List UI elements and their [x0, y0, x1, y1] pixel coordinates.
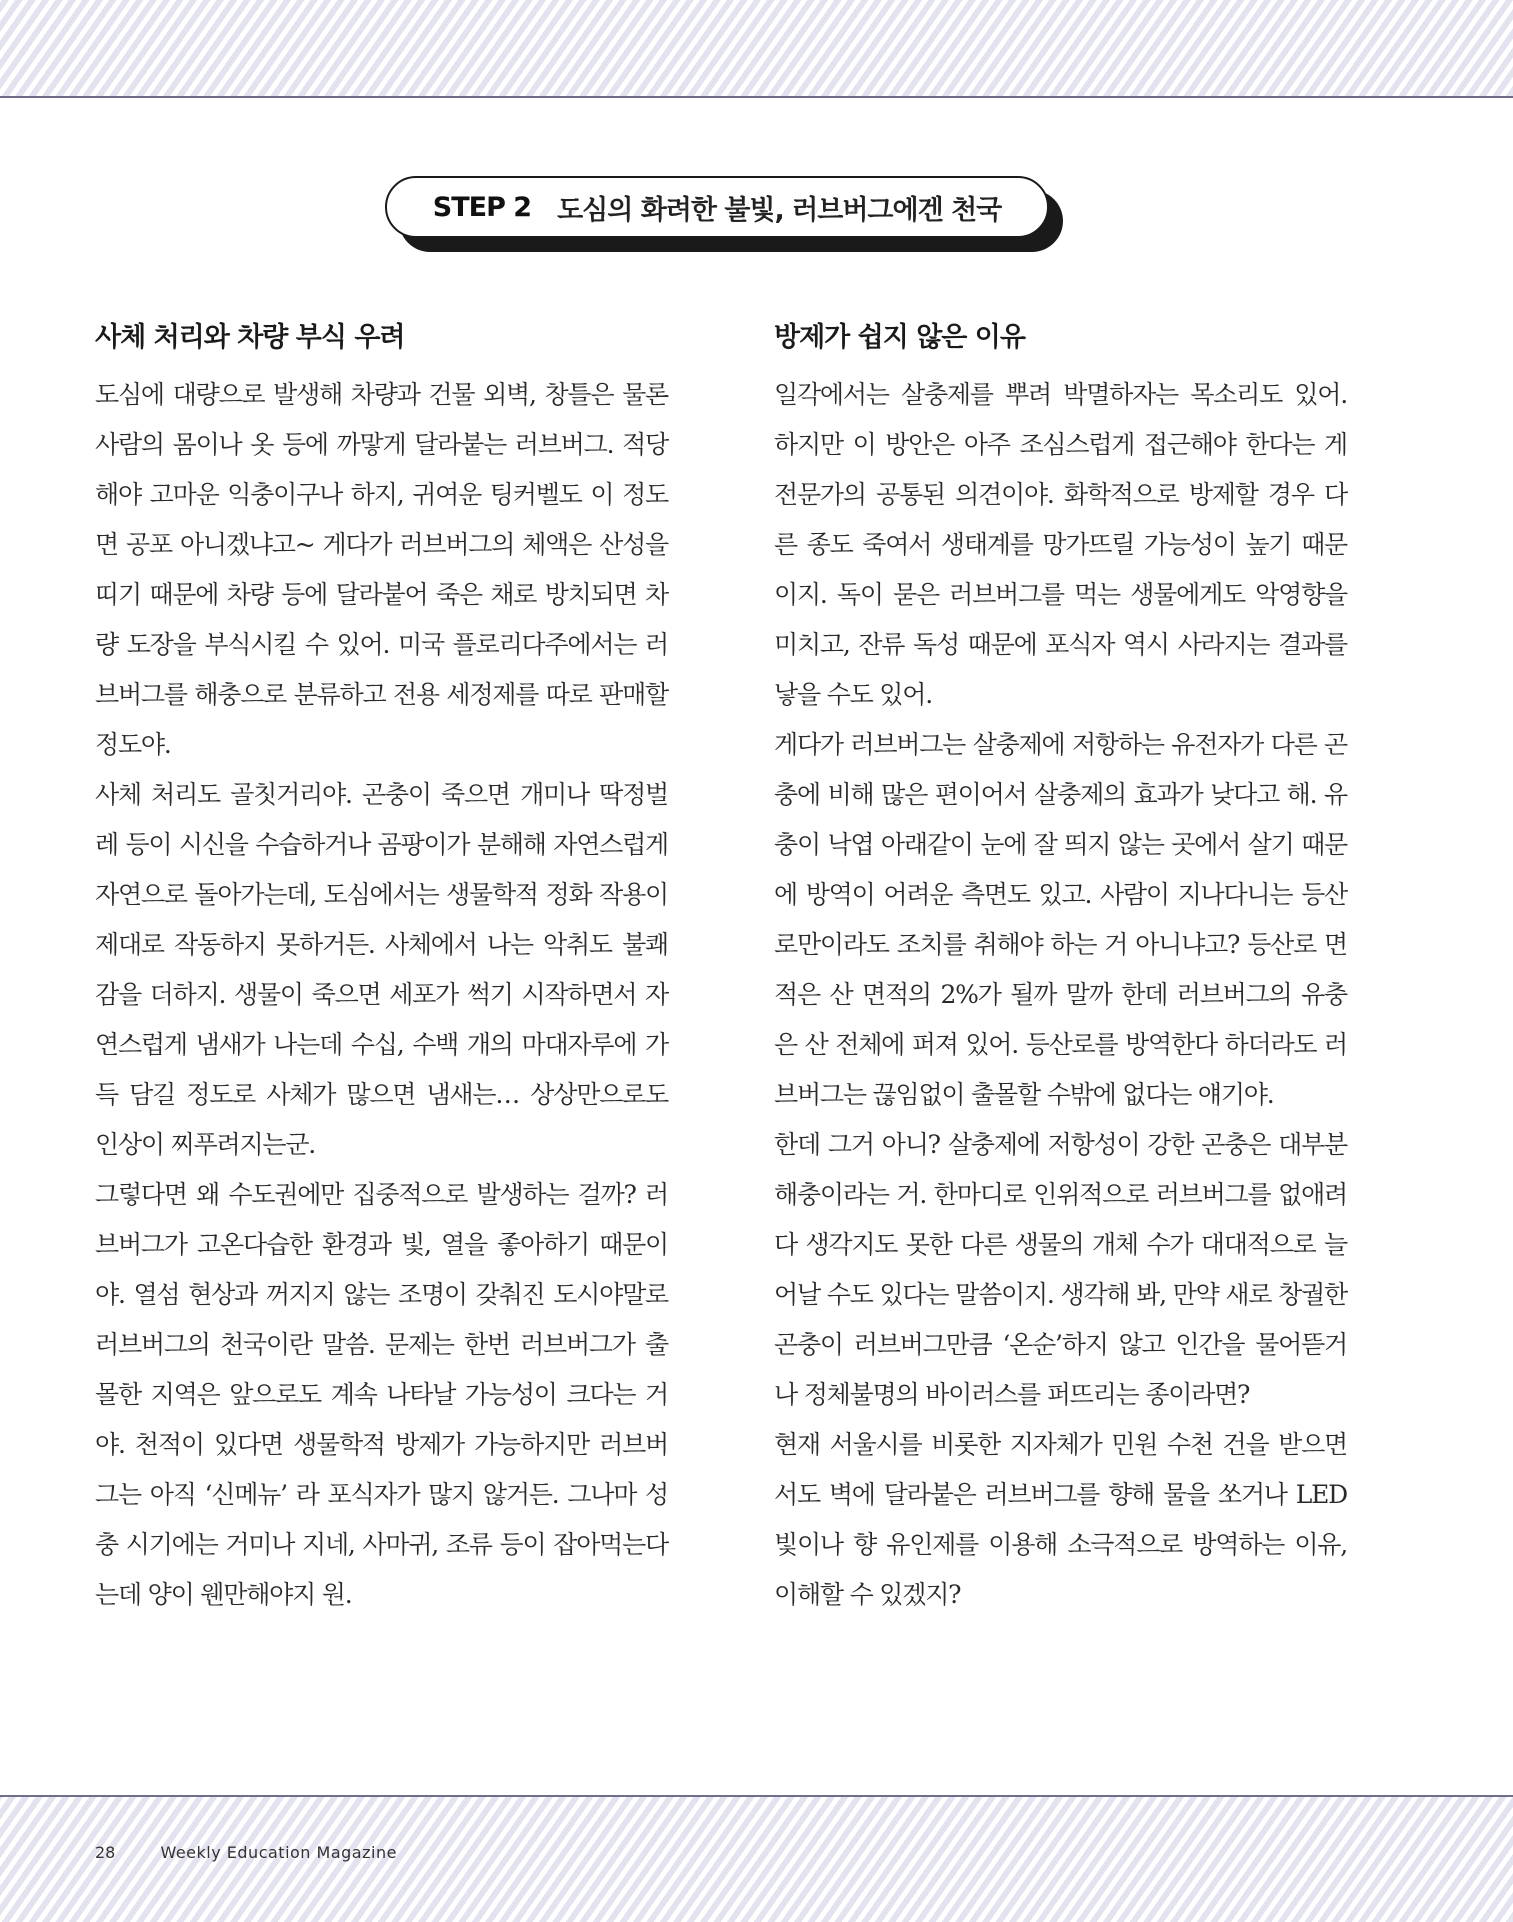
left-paragraph-3: 그렇다면 왜 수도권에만 집중적으로 발생하는 걸까? 러브버그가 고온다습한 환경과 빛, 열을 좋아하기 때문이야. 열섬 현상과 꺼지지 않는 조명이 갖춰진 도시야말로 러브버그의 천국이란 말씀. 문제는 한번 러브버그가 출몰한 지역은 앞으로도 계속 나타날 가능성이 크다는 거야. 천적이 있다면 생물학적 방제가 가능하지만 러브버그는 아직 ‘신메뉴’ 라 포식자가 많지 않거든. 그나마 성충 시기에는 거미나 지네, 사마귀, 조류 등이 잡아먹는다는데 양이 웬만해야지 원. — [95, 1180, 668, 1609]
left-column-heading: 사체 처리와 차량 부식 우려 — [95, 322, 405, 353]
right-paragraph-3: 한데 그거 아니? 살충제에 저항성이 강한 곤충은 대부분 해충이라는 거. 한마디로 인위적으로 러브버그를 없애려다 생각지도 못한 다른 생물의 개체 수가 대대적으로 늘어날 수도 있다는 말씀이지. 생각해 봐, 만약 새로 창궐한 곤충이 러브버그만큼 ‘온순’하지 않고 인간을 물어뜯거나 정체불명의 바이러스를 퍼뜨리는 종이라면? — [774, 1130, 1347, 1409]
banner-pill — [385, 176, 1049, 238]
left-paragraph-1: 도심에 대량으로 발생해 차량과 건물 외벽, 창틀은 물론 사람의 몸이나 옷 등에 까맣게 달라붙는 러브버그. 적당해야 고마운 익충이구나 하지, 귀여운 팅커벨도 이 정도면 공포 아니겠냐고~ 게다가 러브버그의 체액은 산성을 띠기 때문에 차량 등에 달라붙어 죽은 채로 방치되면 차량 도장을 부식시킬 수 있어. 미국 플로리다주에서는 러브버그를 해충으로 분류하고 전용 세정제를 따로 판매할 정도야. — [95, 380, 668, 759]
left-paragraph-2: 사체 처리도 골칫거리야. 곤충이 죽으면 개미나 딱정벌레 등이 시신을 수습하거나 곰팡이가 분해해 자연스럽게 자연으로 돌아가는데, 도심에서는 생물학적 정화 작용이 제대로 작동하지 못하거든. 사체에서 나는 악취도 불쾌감을 더하지. 생물이 죽으면 세포가 썩기 시작하면서 자연스럽게 냄새가 나는데 수십, 수백 개의 마대자루에 가득 담길 정도로 사체가 많으면 냄새는… 상상만으로도 인상이 찌푸려지는군. — [95, 780, 668, 1159]
right-column-heading: 방제가 쉽지 않은 이유 — [774, 322, 1025, 353]
right-paragraph-4: 현재 서울시를 비롯한 지자체가 민원 수천 건을 받으면서도 벽에 달라붙은 러브버그를 향해 물을 쏘거나 LED 빛이나 향 유인제를 이용해 소극적으로 방역하는 이유, 이해할 수 있겠지? — [774, 1430, 1347, 1609]
step-label: STEP 2 — [432, 191, 532, 223]
magazine-name: Weekly Education Magazine — [160, 1843, 397, 1862]
step-banner — [385, 176, 1063, 252]
right-paragraph-1: 일각에서는 살충제를 뿌려 박멸하자는 목소리도 있어. 하지만 이 방안은 아주 조심스럽게 접근해야 한다는 게 전문가의 공통된 의견이야. 화학적으로 방제할 경우 다른 종도 죽여서 생태계를 망가뜨릴 가능성이 높기 때문이지. 독이 묻은 러브버그를 먹는 생물에게도 악영향을 미치고, 잔류 독성 때문에 포식자 역시 사라지는 결과를 낳을 수도 있어. — [774, 380, 1347, 709]
page-footer — [95, 1843, 397, 1862]
banner-title: 도심의 화려한 불빛, 러브버그에겐 천국 — [557, 194, 1002, 226]
right-column — [774, 310, 1347, 1620]
left-column — [95, 310, 668, 1620]
right-paragraph-2: 게다가 러브버그는 살충제에 저항하는 유전자가 다른 곤충에 비해 많은 편이어서 살충제의 효과가 낮다고 해. 유충이 낙엽 아래같이 눈에 잘 띄지 않는 곳에서 살기 때문에 방역이 어려운 측면도 있고. 사람이 지나다니는 등산로만이라도 조치를 취해야 하는 거 아니냐고? 등산로 면적은 산 면적의 2%가 될까 말까 한데 러브버그의 유충은 산 전체에 퍼져 있어. 등산로를 방역한다 하더라도 러브버그는 끊임없이 출몰할 수밖에 없다는 얘기야. — [774, 730, 1347, 1109]
page-number: 28 — [95, 1843, 116, 1862]
top-decorative-band — [0, 0, 1513, 98]
